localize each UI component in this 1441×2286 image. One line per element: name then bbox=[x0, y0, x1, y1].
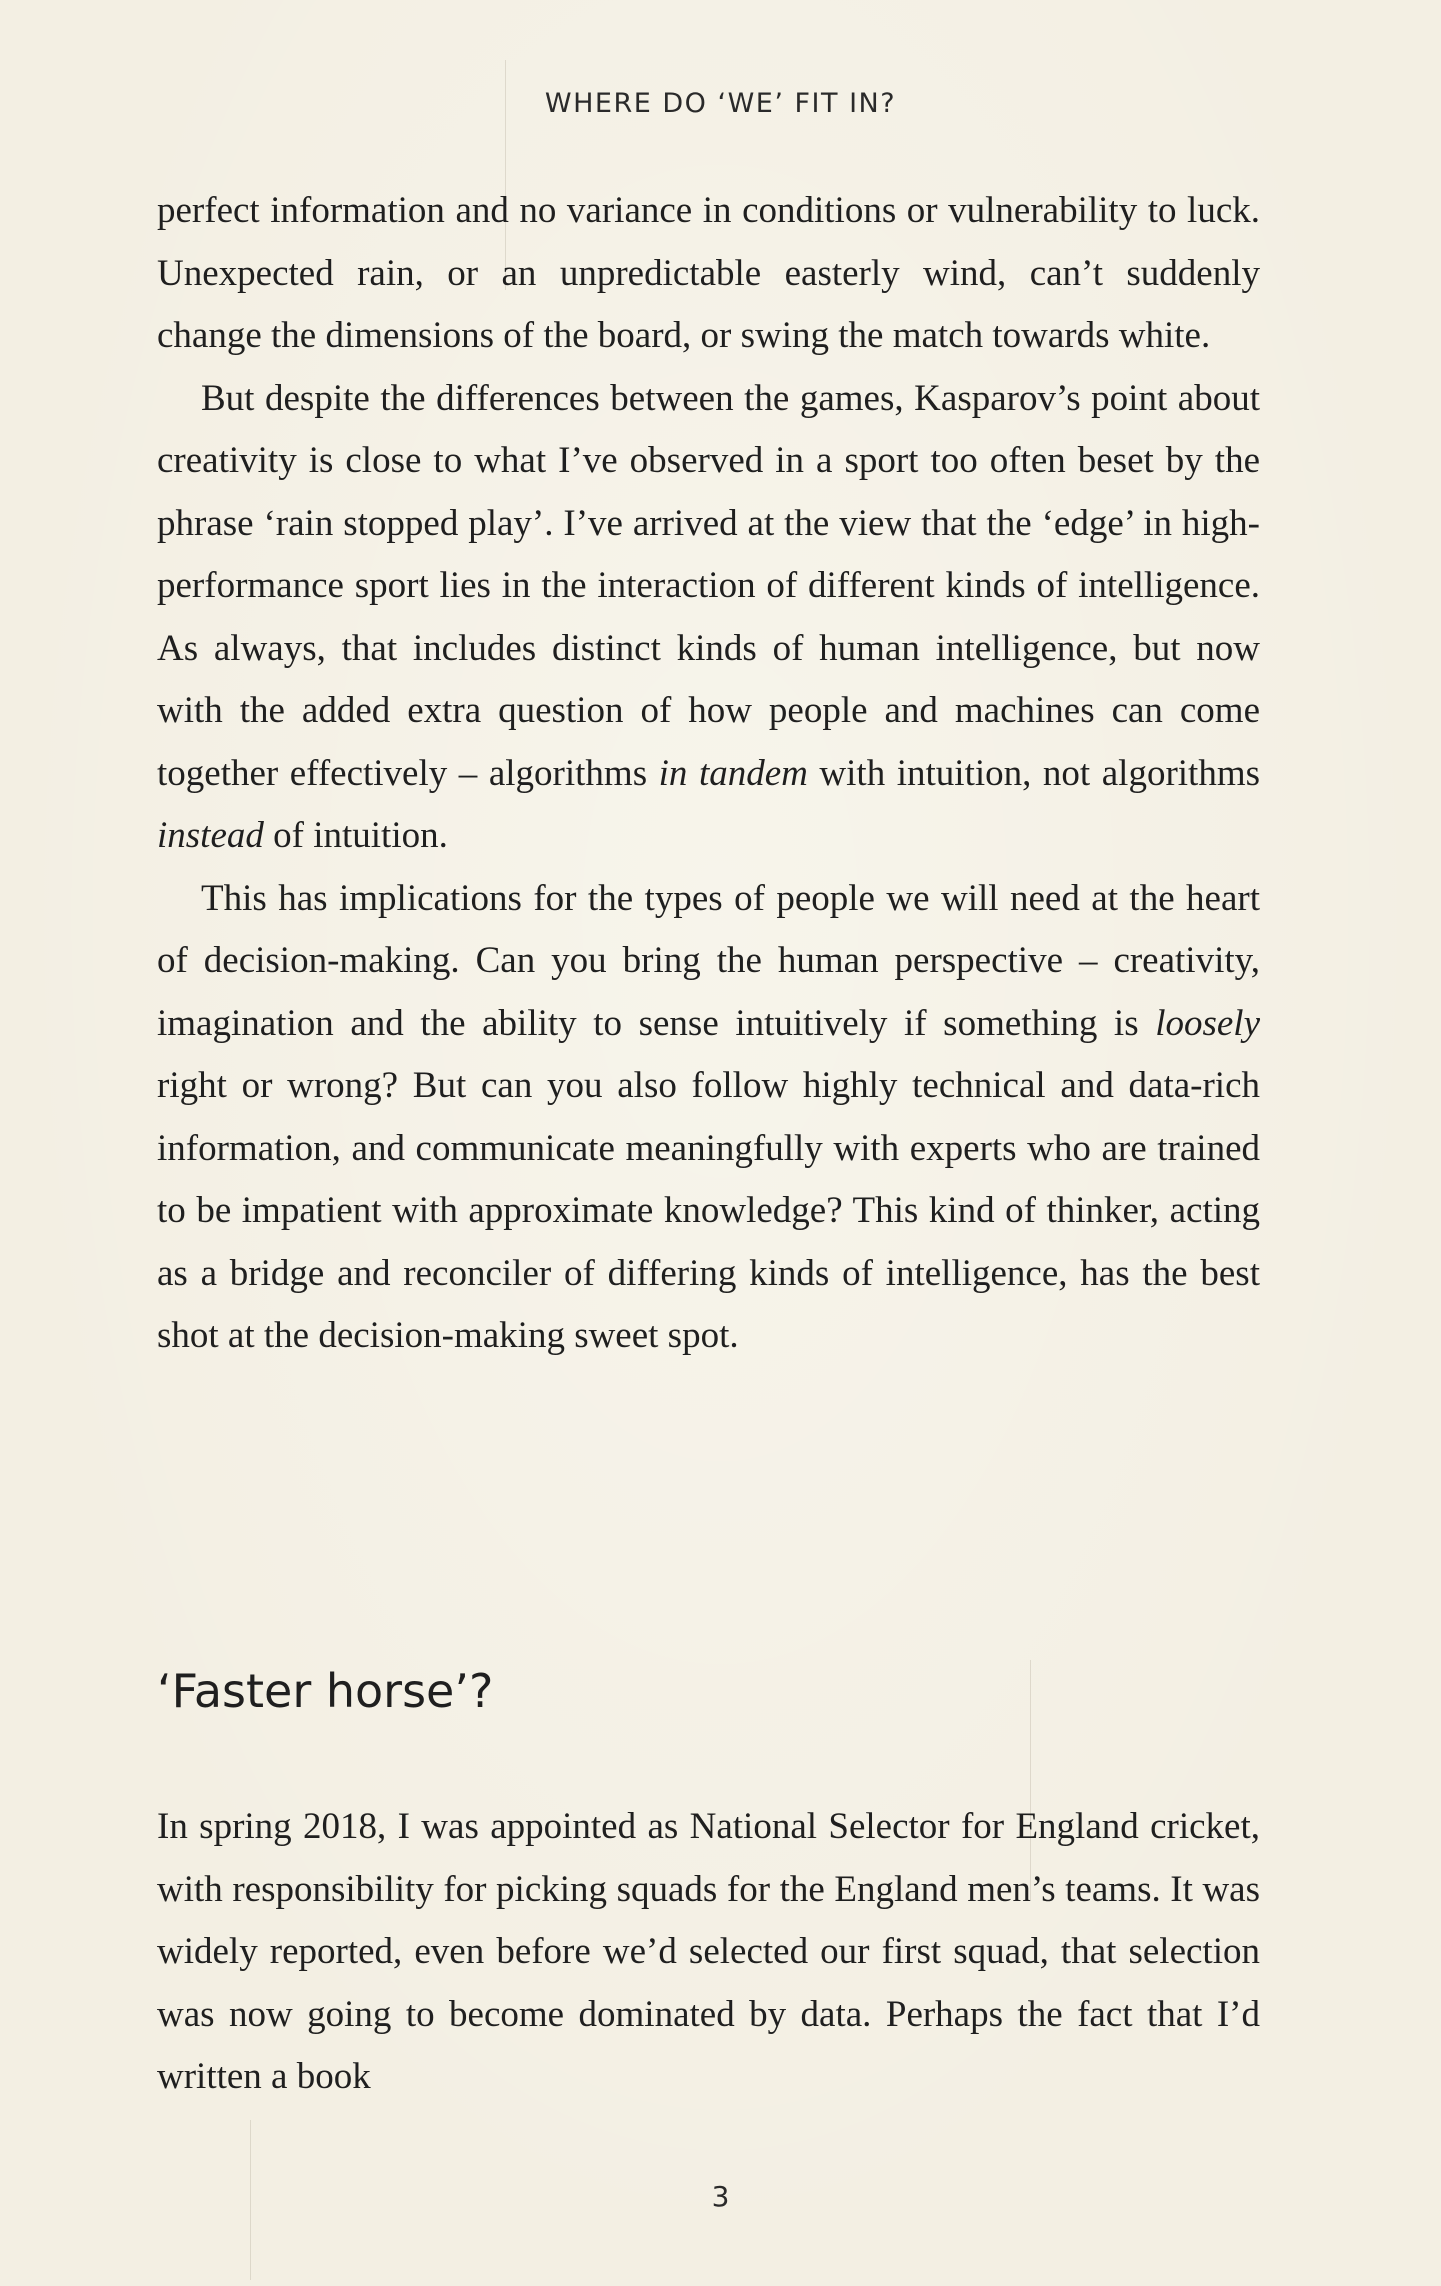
section-heading: ‘Faster horse’? bbox=[157, 1664, 494, 1718]
body-text-bottom bbox=[157, 1796, 1260, 2109]
paragraph-2-emphasis-2: instead bbox=[157, 815, 264, 856]
paragraph-4: In spring 2018, I was appointed as National Selector for England cricket, with responsibility for picking squads for the England men’s teams. It was widely reported, even before we’d selected our first squad, that selection was now going to become dominated by data. Perhaps the fact that I’d written a book bbox=[157, 1806, 1260, 2097]
paragraph-3-emphasis-1: loosely bbox=[1155, 1002, 1260, 1044]
paragraph-1: perfect information and no variance in conditions or vulnerability to luck. Unexpected rain, or an unpredictable easterly wind, can’t suddenly change the dimensions of the board, or swing the match towards white. bbox=[157, 190, 1260, 356]
paragraph-2-text-b: with intuition, not algorithms bbox=[807, 752, 1260, 794]
paragraph-3 bbox=[157, 868, 1260, 1368]
body-text-top bbox=[157, 180, 1260, 1368]
running-head: WHERE DO ‘WE’ FIT IN? bbox=[544, 88, 897, 119]
paragraph-2-text-a: But despite the differences between the games, Kasparov’s point about creativity is close to what I’ve observed in a sport too often beset by the phrase ‘rain stopped play’. I’ve arrived at the view that the ‘edge’ in high-performance sport lies in the interaction of different kinds of intelligence. As always, that includes distinct kinds of human intelligence, but now with the added extra question of how people and machines can come together effectively – algorithms bbox=[157, 377, 1260, 794]
paragraph-2 bbox=[157, 368, 1260, 868]
page-number: 3 bbox=[711, 2180, 730, 2213]
paragraph-3-text-a: This has implications for the types of people we will need at the heart of decision-making. Can you bring the human perspective – creativity, imagination and the ability to sense intuitively if something is bbox=[157, 877, 1260, 1044]
paragraph-2-text-c: of intuition. bbox=[263, 815, 448, 856]
paragraph-3-text-b: right or wrong? But can you also follow highly technical and data-rich information, and communicate meaningfully with experts who are trained to be impatient with approximate knowledge? This kind of thinker, acting as a bridge and reconciler of differing kinds of intelligence, has the best shot at the decision-making sweet spot. bbox=[157, 1065, 1260, 1356]
paragraph-2-emphasis-1: in tandem bbox=[658, 752, 808, 794]
